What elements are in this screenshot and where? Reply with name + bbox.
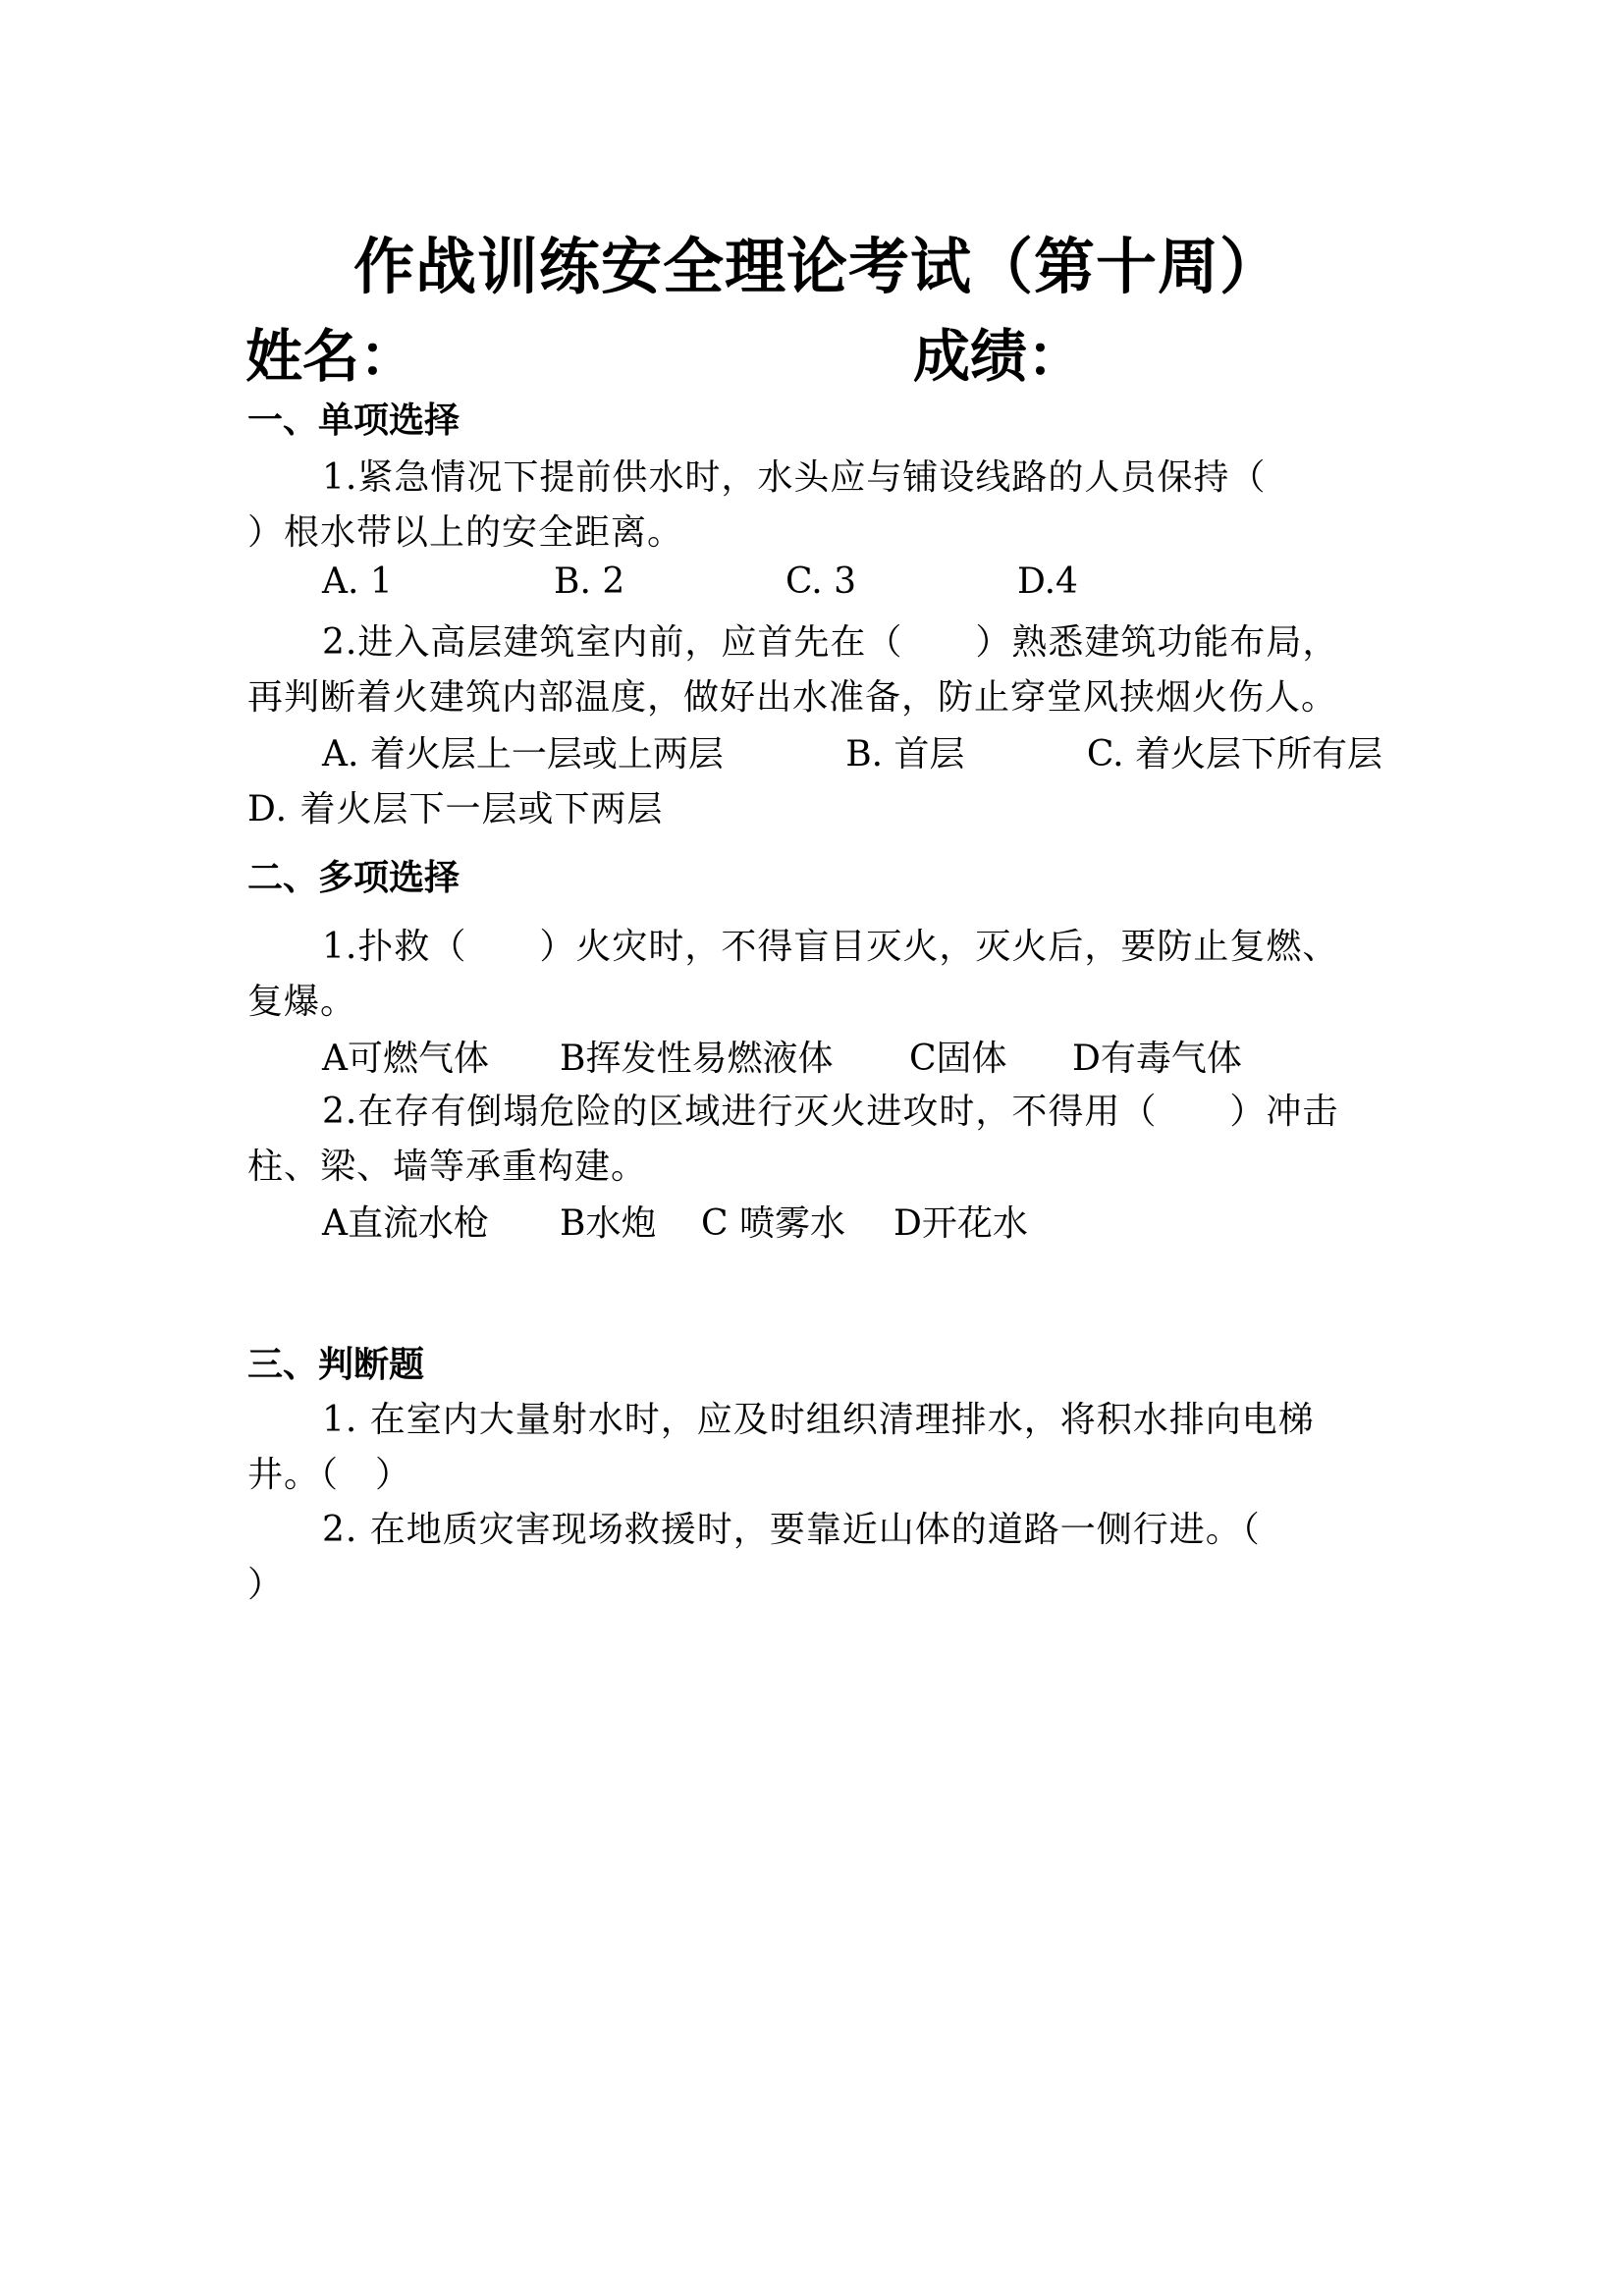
score-label: 成绩：: [913, 323, 1085, 390]
name-score-row: [245, 310, 1384, 393]
s1-q1-options: [322, 561, 1078, 602]
s2-q2-options: [322, 1196, 1028, 1246]
s1-q2-options-row1: [322, 726, 1382, 776]
section-heading-multiple-choice: 二、多项选择: [247, 857, 460, 898]
s2-q1-option-a: A可燃气体: [322, 1039, 489, 1079]
s3-q2-line2: ）: [247, 1565, 285, 1605]
s1-q1-option-b: B. 2: [554, 561, 625, 602]
s1-q1-line1: 1.紧急情况下提前供水时，水头应与铺设线路的人员保持（: [322, 457, 1267, 498]
s2-q1-option-c: C固体: [909, 1039, 1007, 1079]
s3-q1-line2: 井。（ ）: [247, 1455, 412, 1495]
s1-q2-option-a: A. 着火层上一层或上两层: [322, 734, 724, 774]
s1-q1-option-c: C. 3: [785, 561, 857, 602]
s1-q2-line2: 再判断着火建筑内部温度，做好出水准备，防止穿堂风挟烟火伤人。: [247, 677, 1338, 718]
s1-q2-option-c: C. 着火层下所有层: [1086, 734, 1382, 774]
s2-q1-option-d: D有毒气体: [1072, 1039, 1242, 1079]
s1-q1-line2: ）根水带以上的安全距离。: [247, 512, 684, 553]
s2-q2-line1: 2.在存有倒塌危险的区域进行灭火进攻时，不得用（ ）冲击: [322, 1092, 1339, 1132]
s2-q1-line1: 1.扑救（ ）火灾时，不得盲目灭火，灭火后，要防止复燃、: [322, 927, 1339, 967]
s1-q2-line1: 2.进入高层建筑室内前，应首先在（ ）熟悉建筑功能布局，: [322, 622, 1339, 663]
s1-q2-option-d: D. 着火层下一层或下两层: [247, 789, 664, 829]
s1-q1-option-d: D.4: [1017, 561, 1078, 602]
s2-q2-line2: 柱、梁、墙等承重构建。: [247, 1147, 648, 1187]
section-heading-true-false: 三、判断题: [247, 1344, 425, 1385]
name-label: 姓名：: [245, 323, 417, 390]
s2-q2-option-c: C 喷雾水: [701, 1203, 845, 1244]
s3-q2-line1: 2. 在地质灾害现场救援时，要靠近山体的道路一侧行进。（: [322, 1510, 1261, 1550]
s2-q1-options: [322, 1031, 1242, 1081]
section-heading-single-choice: 一、单项选择: [247, 400, 460, 441]
s1-q2-option-b: B. 首层: [845, 734, 965, 774]
s2-q2-option-a: A直流水枪: [322, 1203, 489, 1244]
s2-q2-option-b: B水炮: [560, 1203, 657, 1244]
s3-q1-line1: 1. 在室内大量射水时，应及时组织清理排水，将积水排向电梯: [322, 1400, 1315, 1440]
s2-q2-option-d: D开花水: [893, 1203, 1028, 1244]
exam-title: 作战训练安全理论考试（第十周）: [353, 231, 1282, 302]
s2-q1-line2: 复爆。: [247, 982, 357, 1022]
s1-q1-option-a: A. 1: [322, 561, 393, 602]
s2-q1-option-b: B挥发性易燃液体: [560, 1039, 834, 1079]
